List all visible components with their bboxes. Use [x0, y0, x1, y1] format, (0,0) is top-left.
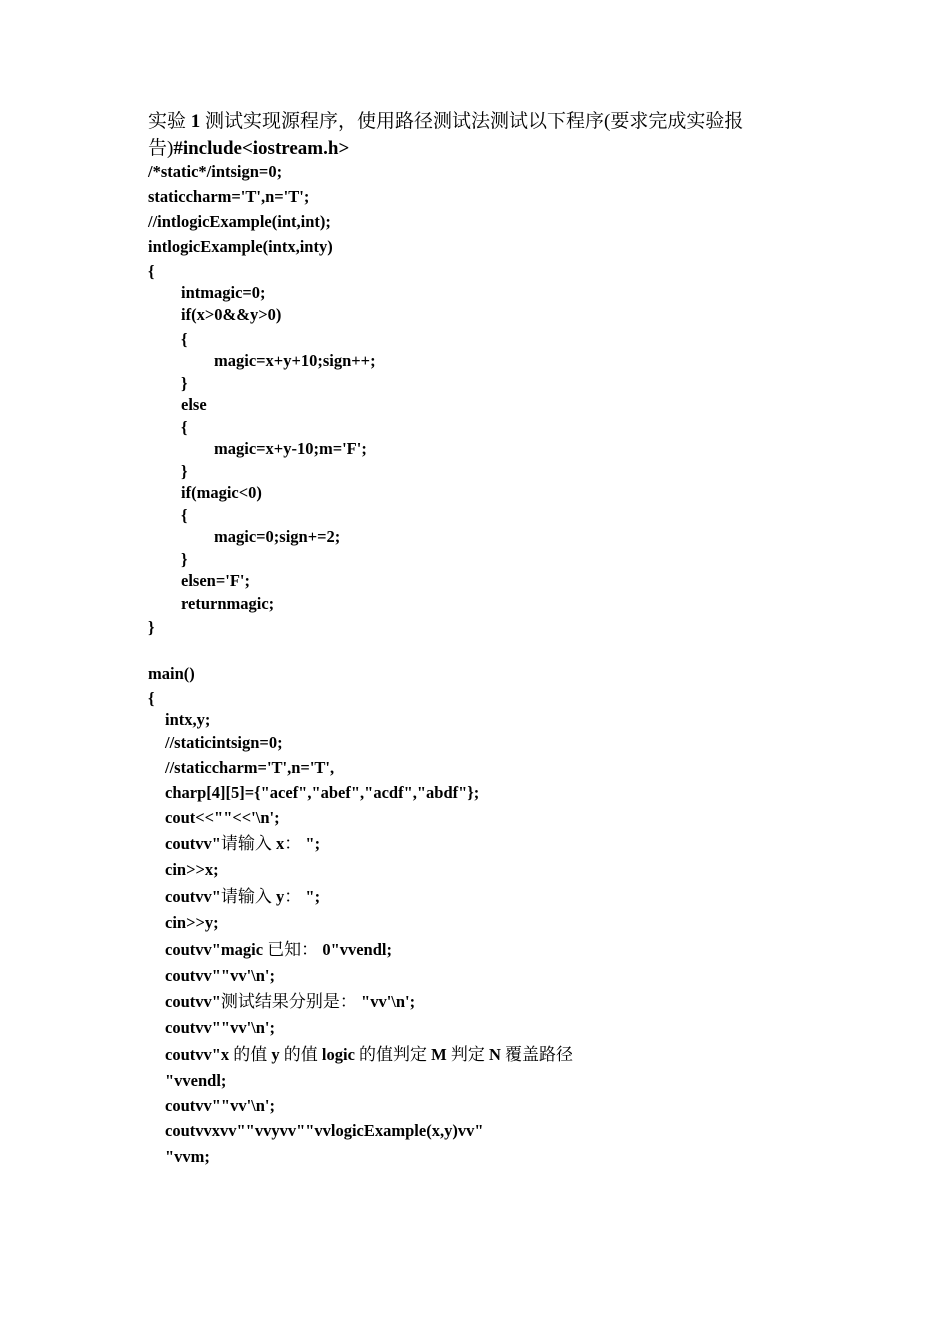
- code-line: //staticintsign=0;: [165, 733, 283, 752]
- code-text: M: [427, 1045, 451, 1064]
- code-text: y: [267, 1045, 284, 1064]
- code-line: {: [181, 418, 188, 437]
- code-line: //staticcharm='T',n='T',: [165, 758, 335, 777]
- code-line: intmagic=0;: [181, 283, 266, 302]
- code-cjk-text: 判定: [450, 1045, 485, 1064]
- intro-include: #include<iostream.h>: [173, 138, 350, 159]
- code-line: }: [148, 618, 155, 637]
- code-cjk-text: 的值: [233, 1045, 268, 1064]
- code-cjk-text: 已知：: [267, 940, 319, 959]
- code-cjk-text: 覆盖路径: [505, 1045, 574, 1064]
- code-line: magic=0;sign+=2;: [214, 527, 341, 546]
- code-line: {: [181, 506, 188, 525]
- intro-paragraph: [148, 108, 758, 162]
- code-line: {: [148, 689, 155, 708]
- code-line: magic=x+y+10;sign++;: [214, 351, 376, 370]
- code-line: "vvendl;: [165, 1071, 227, 1090]
- intro-number: 1: [190, 111, 201, 132]
- code-line: main(): [148, 664, 195, 683]
- code-text: coutvv"x: [165, 1045, 234, 1064]
- code-cjk-text: 测试结果分别是：: [220, 992, 357, 1011]
- code-text: "vv'\n';: [356, 992, 416, 1011]
- code-text: coutvv"magic: [165, 940, 268, 959]
- code-line-magic: [165, 939, 392, 961]
- code-text: coutvv": [165, 887, 221, 906]
- code-line-prompt-y: [165, 886, 320, 908]
- code-line: /*static*/intsign=0;: [148, 162, 283, 181]
- code-text: coutvv": [165, 992, 221, 1011]
- code-line: cout<<""<<'\n';: [165, 808, 280, 827]
- code-line: coutvv""vv'\n';: [165, 1096, 275, 1115]
- code-line: else: [181, 395, 207, 414]
- code-cjk-text: 的值判定: [359, 1045, 428, 1064]
- code-text: N: [484, 1045, 506, 1064]
- code-line: elsen='F';: [181, 571, 250, 590]
- code-line: intlogicExample(intx,inty): [148, 237, 333, 256]
- code-text: y: [271, 887, 285, 906]
- code-line: intx,y;: [165, 710, 211, 729]
- code-line: coutvvxvv""vvyvv""vvlogicExample(x,y)vv": [165, 1121, 484, 1140]
- code-text: coutvv": [165, 834, 221, 853]
- code-line: }: [181, 550, 188, 569]
- code-line: {: [148, 262, 155, 281]
- code-text: 0"vvendl;: [318, 940, 392, 959]
- code-text: logic: [317, 1045, 360, 1064]
- code-text: ";: [301, 834, 321, 853]
- code-text: ";: [301, 887, 321, 906]
- code-line-results: [165, 991, 415, 1013]
- code-line: coutvv""vv'\n';: [165, 1018, 275, 1037]
- code-line: cin>>x;: [165, 860, 219, 879]
- code-line: {: [181, 330, 188, 349]
- code-line-header: [165, 1044, 573, 1066]
- code-text: x: [271, 834, 285, 853]
- code-line: returnmagic;: [181, 594, 275, 613]
- intro-text-a: 实验: [148, 111, 187, 132]
- code-line: if(magic<0): [181, 483, 262, 502]
- code-line: }: [181, 462, 188, 481]
- code-line: }: [181, 374, 188, 393]
- code-line: //intlogicExample(int,int);: [148, 212, 331, 231]
- code-cjk-text: 的值: [283, 1045, 318, 1064]
- code-cjk-text: ：: [284, 887, 302, 906]
- code-cjk-text: 请输入: [220, 887, 272, 906]
- code-line-prompt-x: [165, 833, 320, 855]
- code-line: coutvv""vv'\n';: [165, 966, 275, 985]
- code-line: "vvm;: [165, 1147, 210, 1166]
- code-line: staticcharm='T',n='T';: [148, 187, 310, 206]
- code-line: if(x>0&&y>0): [181, 305, 282, 324]
- code-cjk-text: 请输入: [220, 834, 272, 853]
- code-line: cin>>y;: [165, 913, 219, 932]
- code-line: charp[4][5]={"acef","abef","acdf","abdf"};: [165, 783, 480, 802]
- intro-text-b: 测试实现源程序，使用路径测试法测试以下程序(要求完成实验报告): [148, 111, 744, 159]
- code-line: magic=x+y-10;m='F';: [214, 439, 367, 458]
- code-cjk-text: ：: [284, 834, 302, 853]
